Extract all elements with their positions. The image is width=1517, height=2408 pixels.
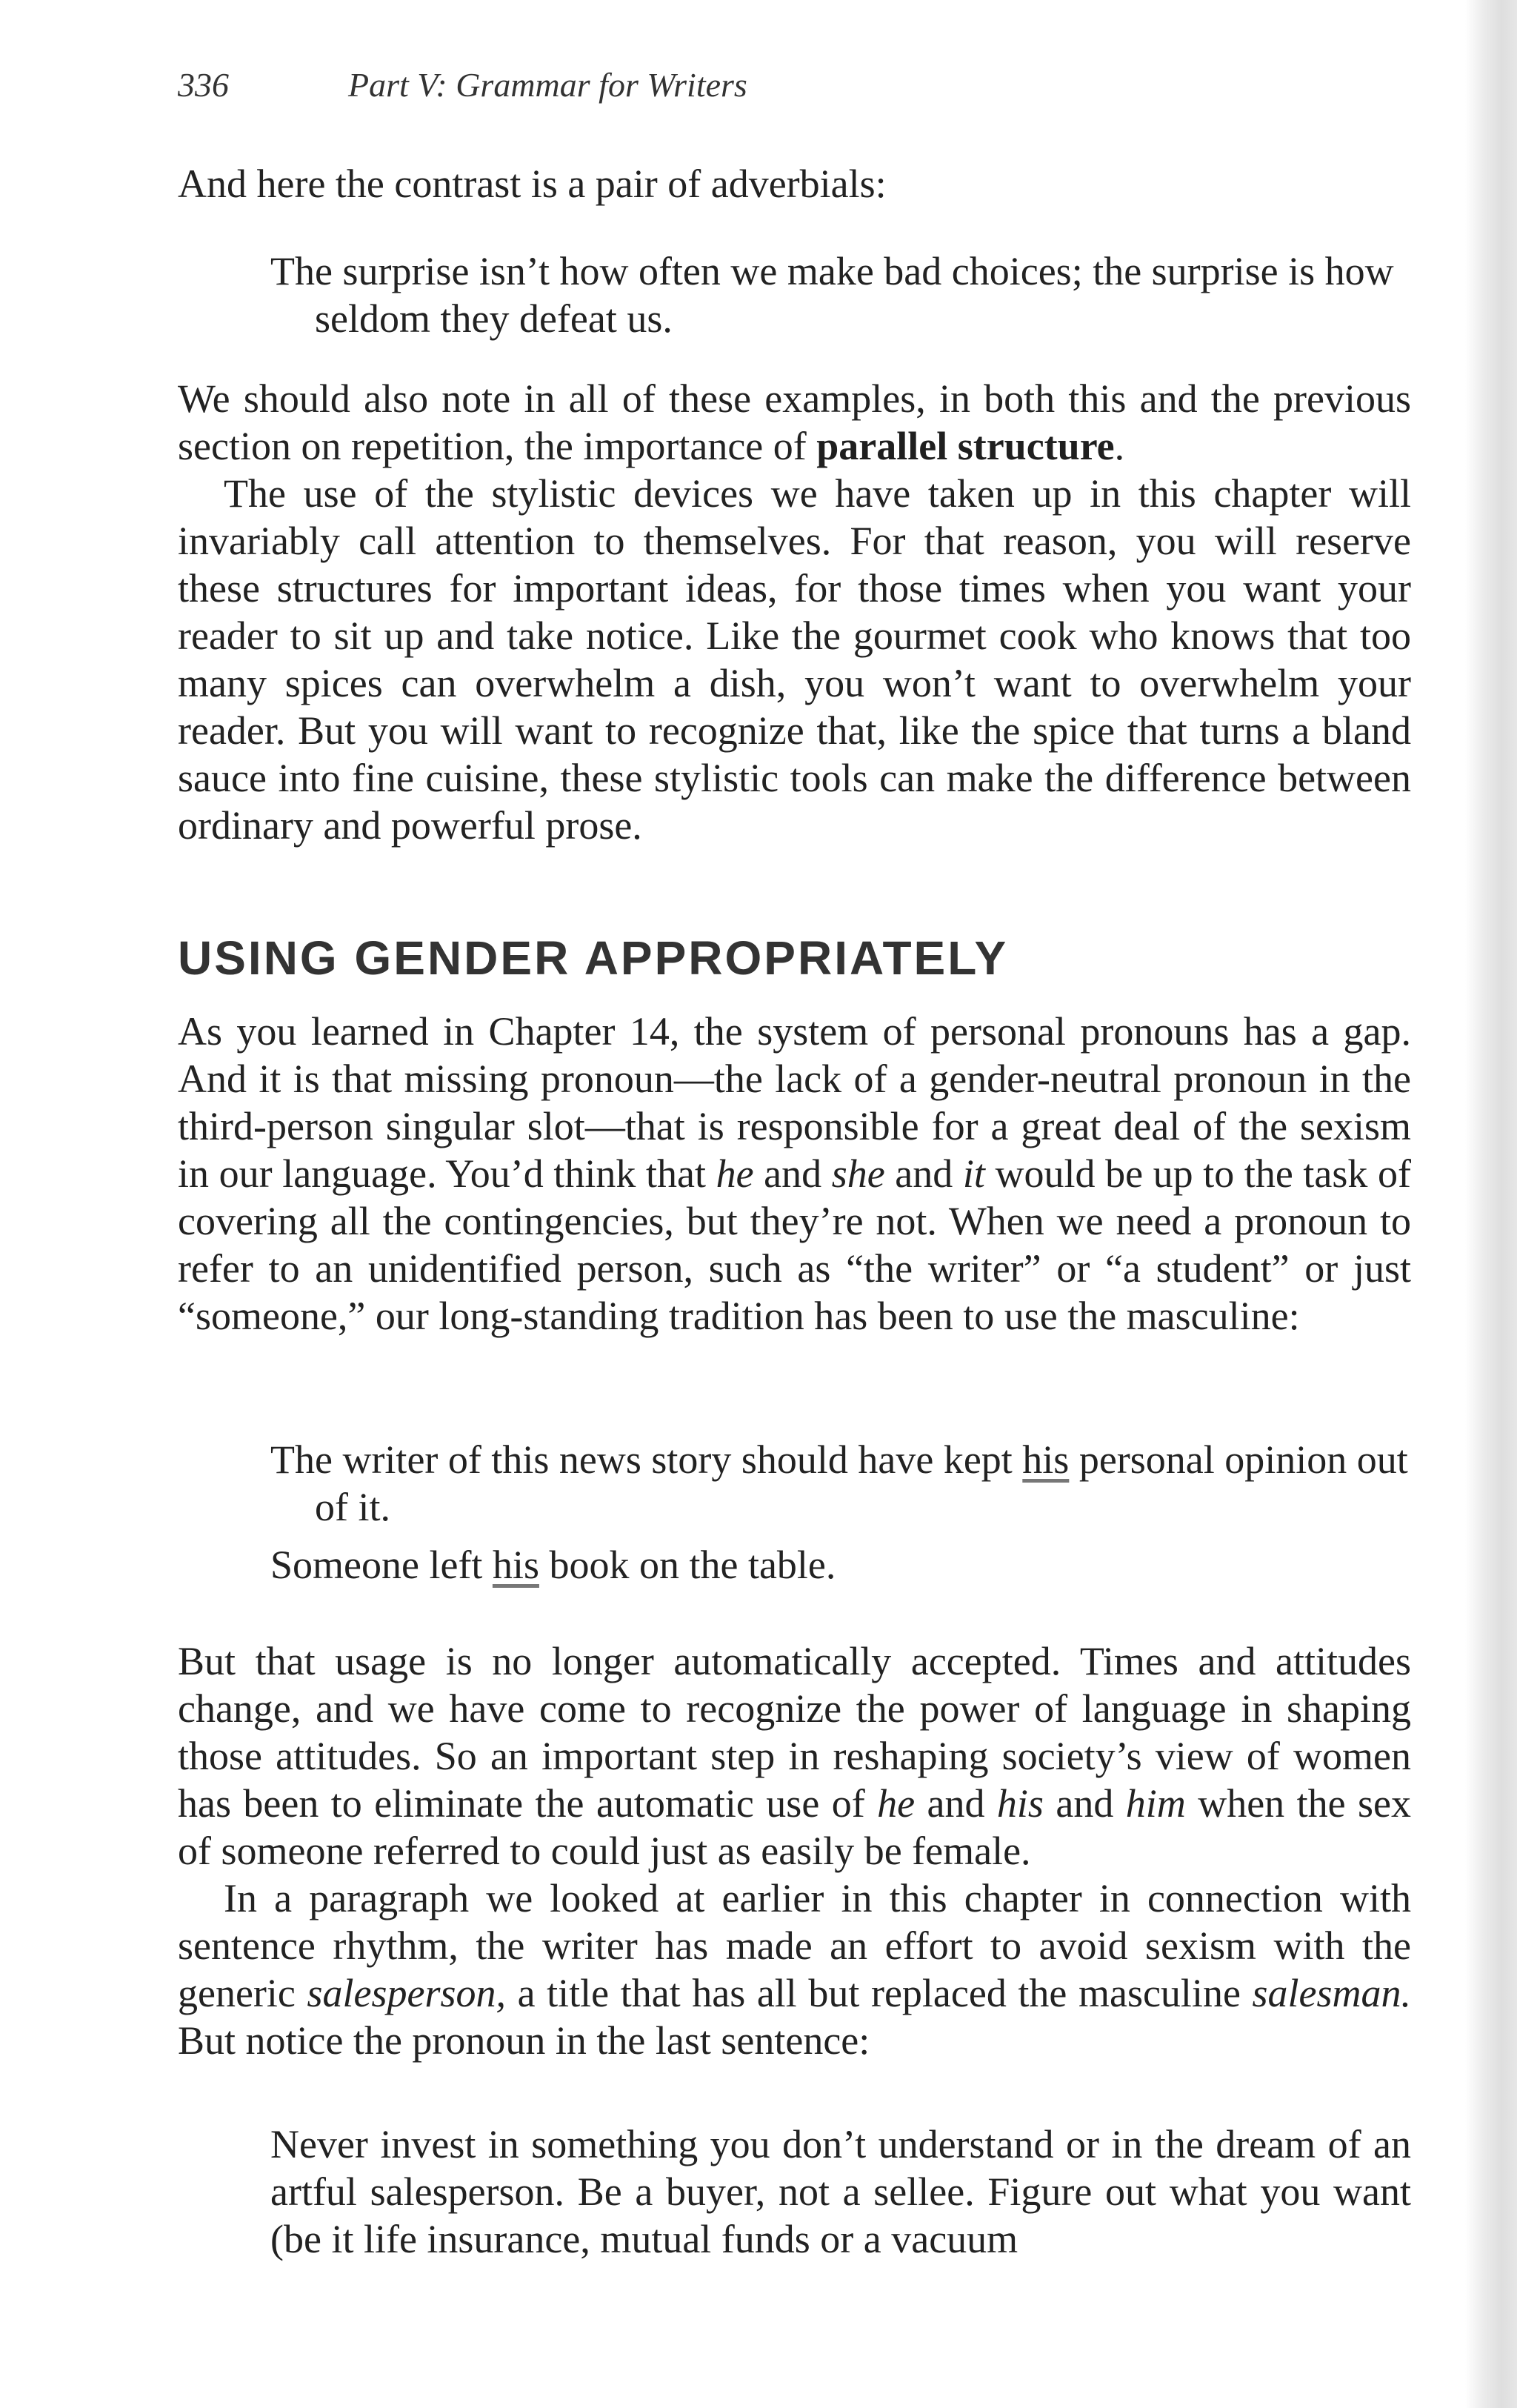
page-number: 336 [178, 66, 229, 104]
para-text: would be up to the task of covering all the contingencies, but they’re not. When we need a pronoun to refer to an unidentified person, such as “the writer” or “a student” or just “someone,” our long-standing tradition has been to use the masculine: [178, 1151, 1411, 1338]
block-quote [178, 2121, 1411, 2263]
para-text: But that usage is no longer automatically accepted. Times and attitudes change, and we have come to recognize the power of language in shaping those attitudes. So an important step in reshaping society’s view of women has been to eliminate the automatic use of [178, 1639, 1411, 1826]
para-text: and [1043, 1781, 1126, 1826]
italic-term: him [1125, 1781, 1186, 1826]
paragraph-stylistic-devices: The use of the stylistic devices we have taken up in this chapter will invariably call attention to themselves. For that reason, you will reserve these structures for important ideas, for those times when you want your reader to sit up and take notice. Like the gourmet cook who knows that too many spices can overwhelm a dish, you won’t want to overwhelm your reader. But you will want to recognize that, like the spice that turns a bland sauce into fine cuisine, these stylistic tools can make the difference between ordinary and powerful prose. [178, 471, 1411, 848]
example-block-adverbials [178, 247, 1411, 342]
para-text: and [884, 1151, 963, 1196]
quote-text: Never invest in something you don’t understand or in the dream of an artful salesperson. Be a buyer, not a sellee. Figure out what you want (be it life insurance, mutual funds or a vacuum [270, 2122, 1411, 2261]
paragraph-gender-gap [178, 1008, 1411, 1340]
term-parallel-structure: parallel structure [816, 424, 1115, 468]
running-head [178, 65, 747, 104]
example-block-masculine [178, 1436, 1411, 1589]
underlined-pronoun: his [1022, 1437, 1070, 1482]
para-text: personal opinion out of it. [315, 1437, 1408, 1529]
para-text: when the sex of someone referred to could just as easily be female. [178, 1781, 1411, 1873]
paragraph-salesperson [178, 1875, 1411, 2064]
para-text: book on the table. [539, 1543, 836, 1587]
para-text: Someone left [270, 1543, 493, 1587]
italic-term: he [716, 1151, 754, 1196]
italic-term: salesperson, [307, 1971, 506, 2015]
para-text: In a paragraph we looked at earlier in this chapter in connection with sentence rhythm, the writer has made an effort to avoid sexism with the generic [178, 1876, 1411, 2015]
underlined-pronoun: his [492, 1543, 539, 1587]
italic-term: his [996, 1781, 1044, 1826]
example-adverbials: The surprise isn’t how often we make bad choices; the surprise is how seldom they defeat us. [270, 249, 1394, 341]
paragraph-parallel-structure [178, 375, 1411, 470]
para-text: But notice the pronoun in the last sentence: [178, 2018, 870, 2063]
para-text: The writer of this news story should have kept [270, 1437, 1023, 1482]
para-text: As you learned in Chapter 14, the system of personal pronouns has a gap. And it is that missing pronoun—the lack of a gender-neutral pronoun in the third-person singular slot—that is responsible for a great deal of the sexism in our language. You’d think that [178, 1009, 1411, 1196]
spine-shadow [1465, 0, 1517, 2408]
para-text: and [753, 1151, 832, 1196]
example-writer [270, 1436, 1411, 1531]
italic-term: she [831, 1151, 885, 1196]
para-text: . [1114, 424, 1125, 468]
italic-term: salesman. [1252, 1971, 1411, 2015]
running-title: Part V: Grammar for Writers [348, 66, 747, 104]
italic-term: he [877, 1781, 916, 1826]
italic-term: it [962, 1151, 985, 1196]
intro-line: And here the contrast is a pair of adverbials: [178, 162, 887, 206]
paragraph-usage-change [178, 1637, 1411, 1875]
para-text: We should also note in all of these examples, in both this and the previous section on repetition, the importance of [178, 376, 1411, 468]
example-someone [270, 1541, 1411, 1589]
para-text: and [915, 1781, 997, 1826]
para-text: a title that has all but replaced the masculine [505, 1971, 1253, 2015]
section-heading: USING GENDER APPROPRIATELY [178, 931, 1009, 985]
